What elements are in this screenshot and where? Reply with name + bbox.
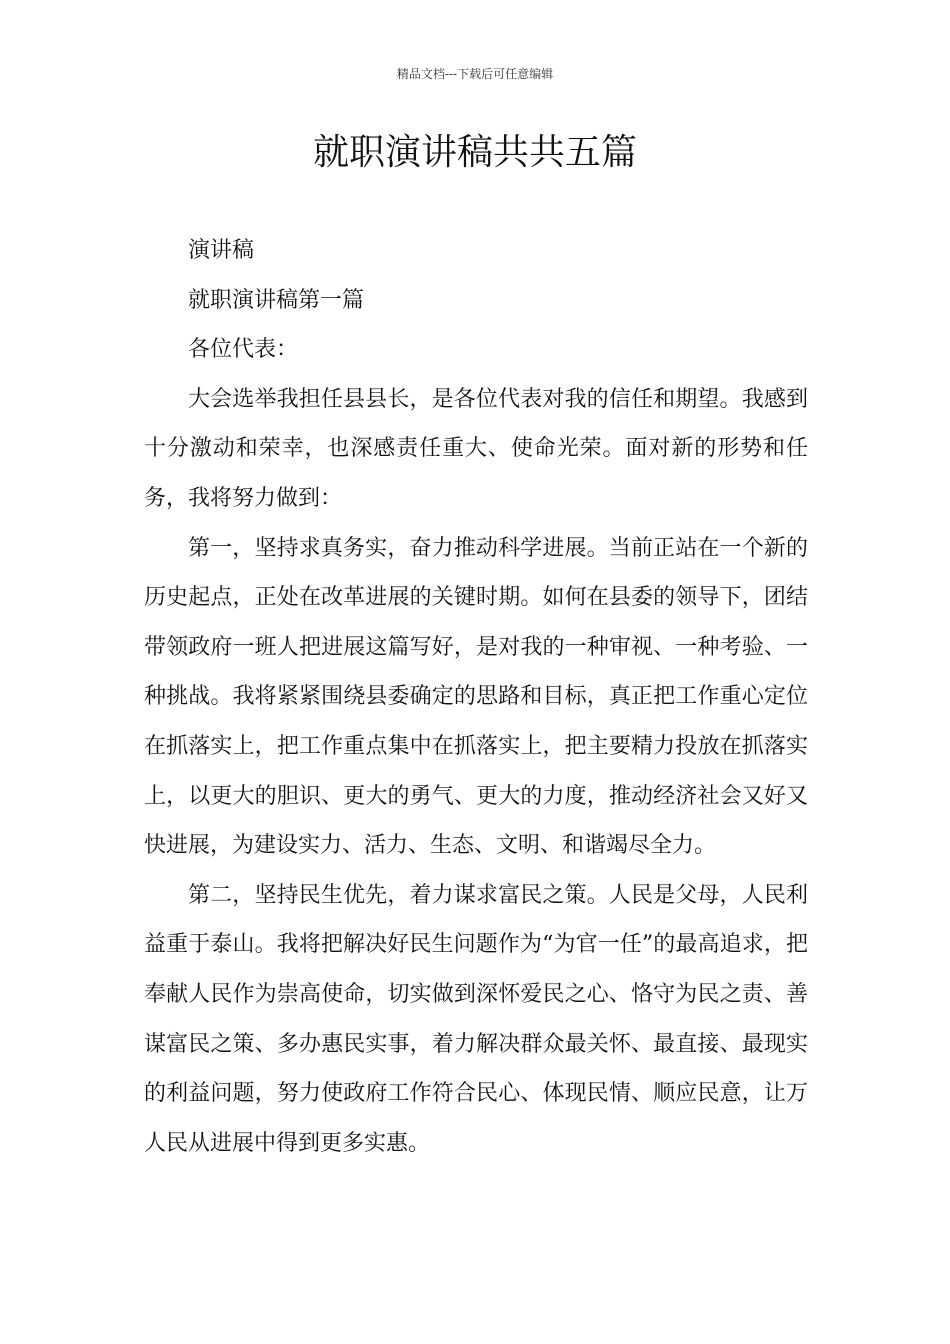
- paragraph-salutation: 各位代表：: [188, 337, 299, 363]
- paragraph-first-point: 第一，坚持求真务实，奋力推动科学进展。当前正站在一个新的历史起点，正处在改革进展的关键时期。如何在县委的领导下，团结带领政府一班人把进展这篇写好，是对我的一种审视、一种考验、一种挑战。我将紧紧围绕县委确定的思路和目标，真正把工作重心定位在抓落实上，把工作重点集中在抓落实上，把主要精力投放在抓落实上，以更大的胆识、更大的勇气、更大的力度，推动经济社会又好又快进展，为建设实力、活力、生态、文明、和谐竭尽全力。: [144, 535, 808, 859]
- document-title: 就职演讲稿共共五篇: [312, 132, 637, 173]
- paragraph-speech-label: 演讲稿: [188, 238, 255, 263]
- paragraph-second-point: 第二，坚持民生优先，着力谋求富民之策。人民是父母，人民利益重于泰山。我将把解决好民生问题作为“为官一任”的最高追求，把奉献人民作为崇高使命，切实做到深怀爱民之心、恪守为民之责、善谋富民之策、多办惠民实事，着力解决群众最关怀、最直接、最现实的利益问题，努力使政府工作符合民心、体现民情、顺应民意，让万人民从进展中得到更多实惠。: [144, 882, 808, 1156]
- paragraph-section-heading: 就职演讲稿第一篇: [188, 287, 365, 313]
- page-header: 精品文档---下载后可任意编辑: [396, 67, 554, 81]
- paragraph-intro: 大会选举我担任县县长，是各位代表对我的信任和期望。我感到十分激动和荣幸，也深感责任重大、使命光荣。面对新的形势和任务，我将努力做到：: [144, 386, 808, 511]
- document-body: [144, 226, 808, 1168]
